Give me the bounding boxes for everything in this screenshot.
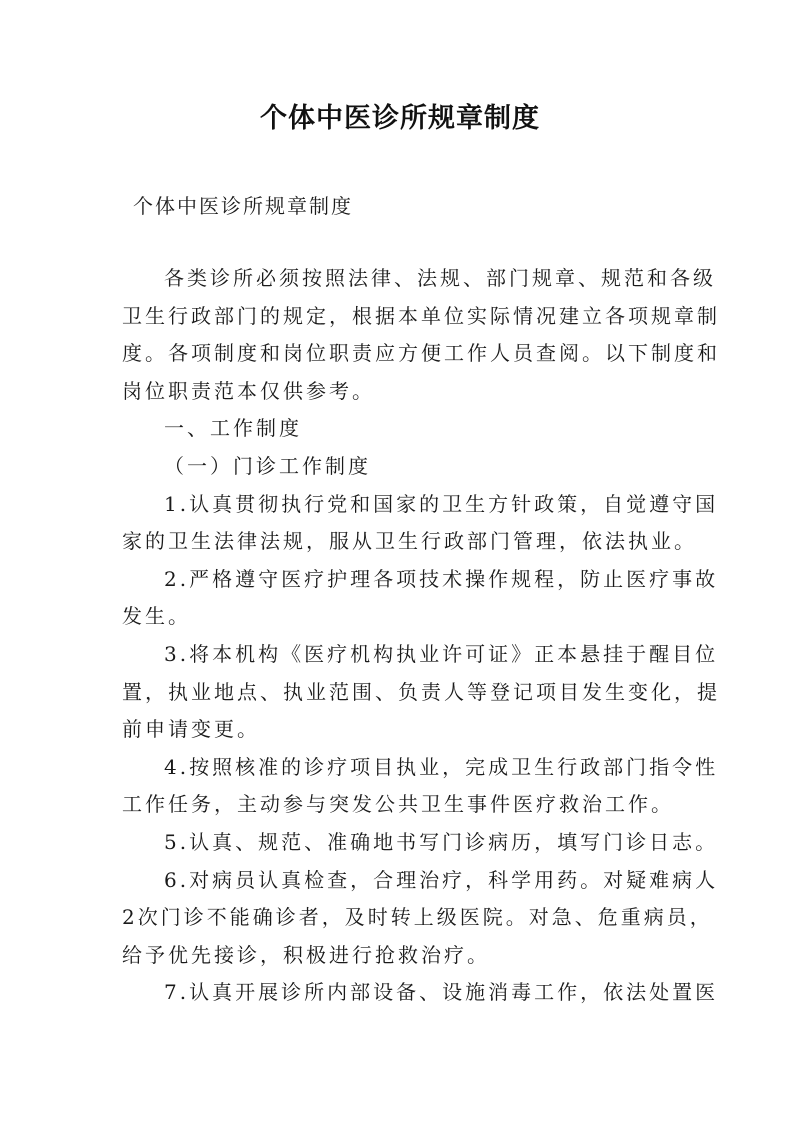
text-line: 工作任务，主动参与突发公共卫生事件医疗救治工作。 xyxy=(122,792,674,817)
text-line: 家的卫生法律法规，服从卫生行政部门管理，依法执业。 xyxy=(122,529,697,554)
text-line: 2.严格遵守医疗护理各项技术操作规程，防止医疗事故 xyxy=(164,566,719,591)
text-line: 置，执业地点、执业范围、负责人等登记项目发生变化，提 xyxy=(122,679,720,704)
text-line: 各类诊所必须按照法律、法规、部门规章、规范和各级 xyxy=(164,266,716,290)
list-item-4 xyxy=(122,749,719,824)
text-line: 3.将本机构《医疗机构执业许可证》正本悬挂于醒目位 xyxy=(164,641,719,666)
text-line: 2次门诊不能确诊者，及时转上级医院。对急、危重病员， xyxy=(122,905,713,930)
subsection-heading xyxy=(122,448,688,486)
text-line: 岗位职责范本仅供参考。 xyxy=(122,378,375,403)
text-line: 卫生行政部门的规定，根据本单位实际情况建立各项规章制 xyxy=(122,303,720,328)
list-item-6 xyxy=(122,862,719,975)
text-line: 7.认真开展诊所内部设备、设施消毒工作，依法处置医 xyxy=(164,980,719,1005)
text-line: 给予优先接诊，积极进行抢救治疗。 xyxy=(122,942,490,967)
text-line: 6.对病员认真检查，合理治疗，科学用药。对疑难病人 xyxy=(164,867,719,892)
list-item-7 xyxy=(122,974,719,1012)
list-item-2 xyxy=(122,561,719,636)
list-item-5 xyxy=(122,824,719,862)
text-line: 一、工作制度 xyxy=(164,416,302,441)
paragraph-intro xyxy=(122,260,720,410)
section-heading xyxy=(122,410,688,448)
text-line: 1.认真贯彻执行党和国家的卫生方针政策，自觉遵守国 xyxy=(164,491,719,516)
text-line: 5.认真、规范、准确地书写门诊病历，填写门诊日志。 xyxy=(164,829,719,854)
text-line: 发生。 xyxy=(122,604,191,629)
text-line: 前申请变更。 xyxy=(122,717,260,742)
text-line: 4.按照核准的诊疗项目执业，完成卫生行政部门指令性 xyxy=(164,754,719,779)
text-line: （一）门诊工作制度 xyxy=(164,453,371,478)
document-title: 个体中医诊所规章制度 xyxy=(260,103,540,134)
document-subtitle: 个体中医诊所规章制度 xyxy=(133,194,353,218)
list-item-1 xyxy=(122,486,719,561)
text-line: 度。各项制度和岗位职责应方便工作人员查阅。以下制度和 xyxy=(122,341,720,366)
list-item-3 xyxy=(122,636,720,749)
document-body xyxy=(122,260,720,1012)
